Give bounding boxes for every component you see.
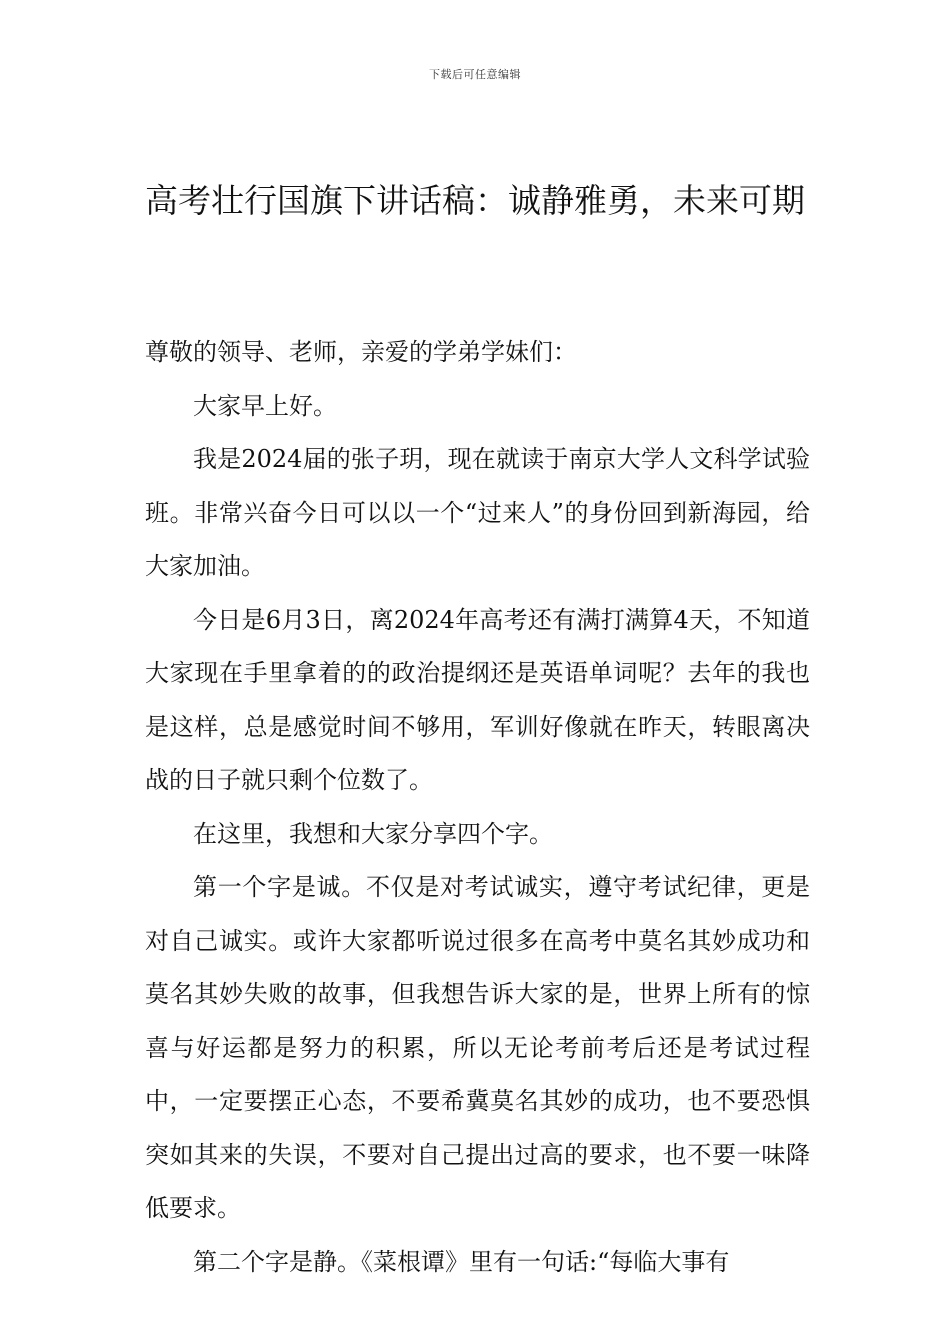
body-paragraph: 在这里，我想和大家分享四个字。 — [193, 819, 553, 848]
body-paragraph: 我是2024届的张子玥，现在就读于南京大学人文科学试验班。非常兴奋今日可以以一个“过来人”的身份回到新海园，给大家加油。 — [145, 445, 810, 580]
body-paragraph: 今日是6月3日，离2024年高考还有满打满算4天，不知道大家现在手里拿着的的政治提纲还是英语单词呢？去年的我也是这样，总是感觉时间不够用，军训好像就在昨天，转眼离决战的日子就只剩个位数了。 — [145, 605, 810, 794]
document-body — [145, 326, 810, 1289]
body-paragraph: 第一个字是诚。不仅是对考试诚实，遵守考试纪律，更是对自己诚实。或许大家都听说过很多在高考中莫名其妙成功和莫名其妙失败的故事，但我想告诉大家的是，世界上所有的惊喜与好运都是努力的积累，所以无论考前考后还是考试过程中，一定要摆正心态，不要希冀莫名其妙的成功，也不要恐惧突如其来的失误，不要对自己提出过高的要求，也不要一味降低要求。 — [145, 873, 810, 1222]
body-paragraph: 大家早上好。 — [193, 391, 337, 420]
body-paragraph: 第二个字是静。《菜根谭》里有一句话:“每临大事有 — [193, 1247, 730, 1276]
document-title: 高考壮行国旗下讲话稿：诚静雅勇，未来可期 — [145, 181, 805, 220]
salutation-paragraph: 尊敬的领导、老师，亲爱的学弟学妹们： — [145, 338, 577, 366]
header-note: 下载后可任意编辑 — [429, 68, 521, 81]
